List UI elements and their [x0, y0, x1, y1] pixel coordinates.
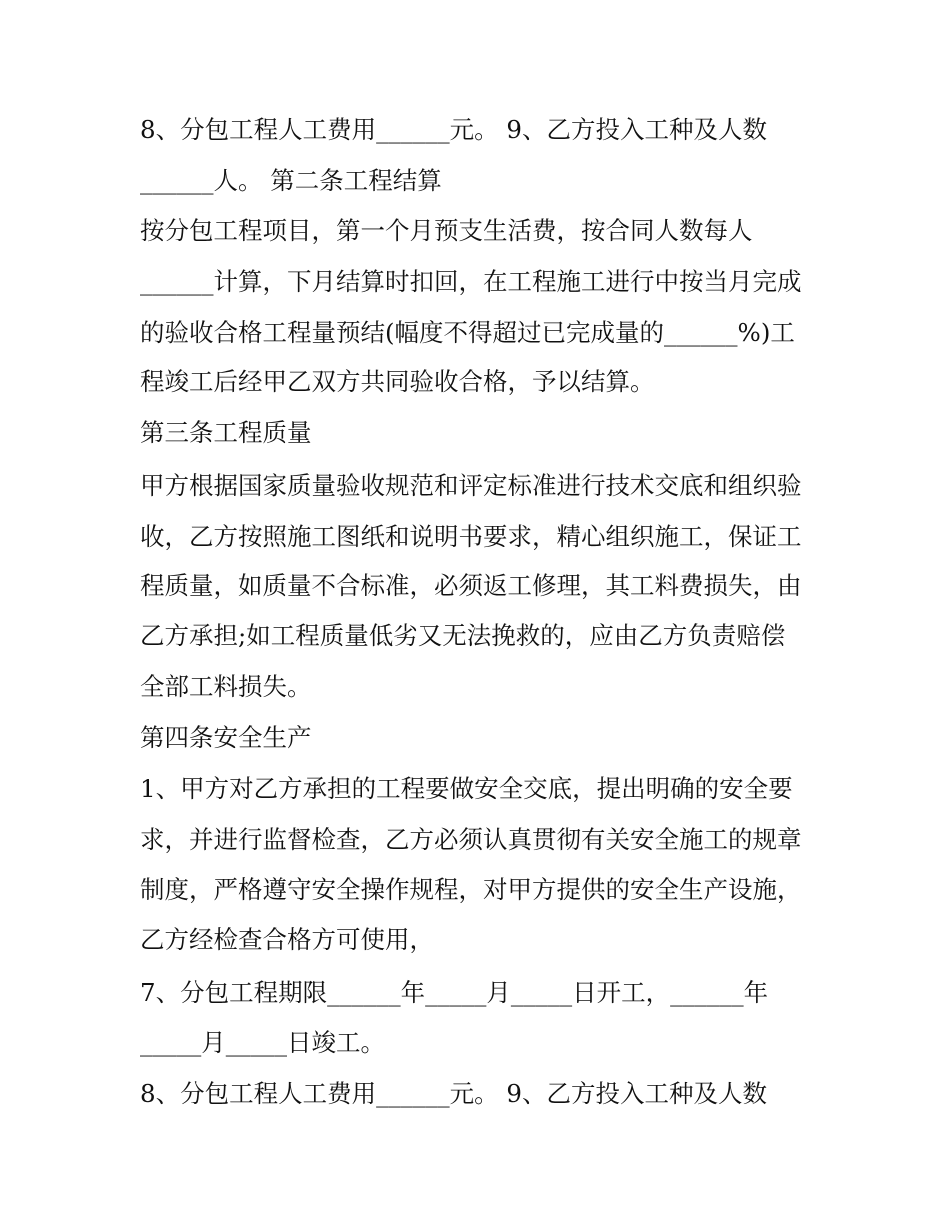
text-line: 甲方根据国家质量验收规范和评定标准进行技术交底和组织验 — [140, 471, 802, 500]
text-line: 求，并进行监督检查，乙方必须认真贯彻有关安全施工的规章 — [140, 825, 802, 854]
text-line: 程竣工后经甲乙双方共同验收合格，予以结算。 — [140, 367, 655, 396]
text-line: 程质量，如质量不合标准，必须返工修理，其工料费损失，由 — [140, 571, 802, 600]
text-line: 乙方经检查合格方可使用， — [140, 925, 434, 954]
text-line: 8、分包工程人工费用______元。 9、乙方投入工种及人数 — [140, 115, 767, 144]
text-line: 1、甲方对乙方承担的工程要做安全交底，提出明确的安全要 — [140, 774, 793, 803]
text-line: 收，乙方按照施工图纸和说明书要求，精心组织施工，保证工 — [140, 522, 802, 551]
text-line: 乙方承担;如工程质量低劣又无法挽救的，应由乙方负责赔偿 — [140, 621, 786, 650]
section-heading: 第四条安全生产 — [140, 723, 312, 752]
text-line: ______计算，下月结算时扣回，在工程施工进行中按当月完成 — [140, 267, 802, 296]
section-heading: 第三条工程质量 — [140, 418, 312, 447]
text-line: _____月_____日竣工。 — [140, 1028, 385, 1057]
text-line: 全部工料损失。 — [140, 672, 312, 701]
text-line: 制度，严格遵守安全操作规程，对甲方提供的安全生产设施， — [140, 875, 802, 904]
text-line: 7、分包工程期限______年_____月_____日开工，______年 — [140, 978, 769, 1007]
text-line: 8、分包工程人工费用______元。 9、乙方投入工种及人数 — [140, 1079, 767, 1108]
text-line: 的验收合格工程量预结(幅度不得超过已完成量的______%)工 — [140, 318, 795, 347]
text-line: 按分包工程项目，第一个月预支生活费，按合同人数每人 — [140, 216, 753, 245]
text-line: ______人。 第二条工程结算 — [140, 166, 442, 195]
